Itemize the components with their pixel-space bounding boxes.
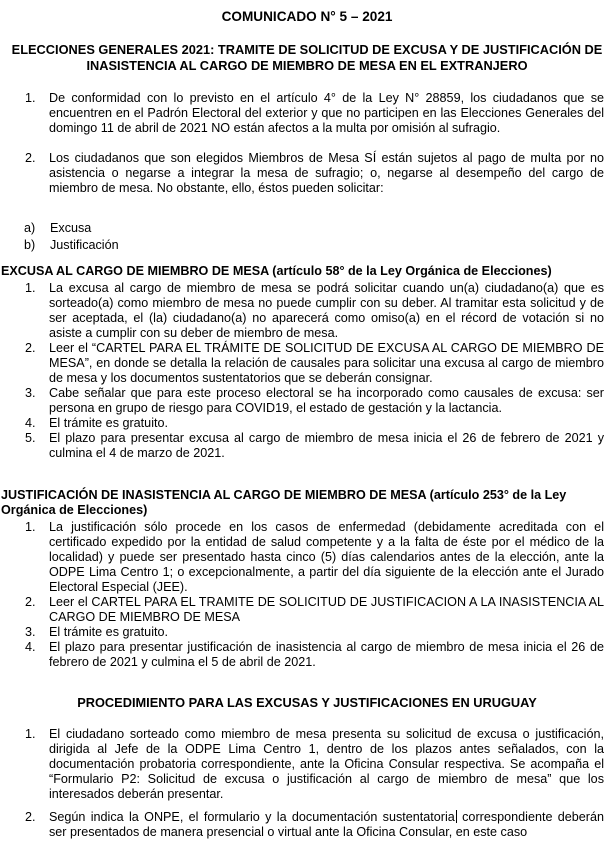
subtitle-election: ELECCIONES GENERALES 2021: bbox=[11, 42, 215, 57]
page-title: COMUNICADO N° 5 – 2021 bbox=[221, 9, 393, 24]
list-item-text: El trámite es gratuito. bbox=[49, 625, 168, 639]
list-item-text: La excusa al cargo de miembro de mesa se podrá solicitar cuando un(a) ciudadano(a) que es sorteado(a) como miembro de mesa no puede cumplir con su deber. Al tramitar esta solicitud y de ser aceptada, el (la) ciudadano(a) no aparecerá como omiso(a) en el récord de votación si no asiste a cumplir con su deber de miembro de mesa. bbox=[49, 281, 604, 340]
list-item-number: 1. bbox=[25, 520, 36, 534]
list-item bbox=[0, 727, 604, 802]
list-item bbox=[0, 151, 604, 196]
justificacion-list bbox=[0, 520, 604, 670]
list-item-text-start: Según indica la ONPE, el formulario y la documentación sustentatoria bbox=[49, 810, 455, 824]
list-item bbox=[0, 341, 604, 386]
list-item bbox=[0, 595, 604, 625]
list-item-number: 3. bbox=[25, 386, 36, 400]
list-item-number: 4. bbox=[25, 416, 36, 430]
options-list bbox=[0, 221, 300, 253]
list-item-number: 2. bbox=[25, 810, 36, 824]
excusa-heading bbox=[1, 264, 611, 279]
option-item bbox=[0, 238, 300, 253]
procedimiento-list bbox=[0, 727, 604, 840]
list-item-number: 1. bbox=[25, 91, 36, 105]
list-item-text: La justificación sólo procede en los casos de enfermedad (debidamente acreditada con el certificado expedido por la entidad de salud competente y a la falta de éste por el médico de la localidad) y puede ser presentado hasta cinco (5) días calendarios antes de la elección, ante la ODPE Lima Centro 1; o excepcionalmente, a partir del día siguiente de la elección ante el Jurado Electoral Especial (JEE). bbox=[49, 520, 604, 594]
list-item-number: 1. bbox=[25, 727, 36, 741]
excusa-heading-reference: (artículo 58° de la Ley Orgánica de Elecciones) bbox=[268, 264, 552, 278]
list-item bbox=[0, 281, 604, 341]
list-item-text: El trámite es gratuito. bbox=[49, 416, 168, 430]
list-item-number: 2. bbox=[25, 341, 36, 355]
list-item-number: 4. bbox=[25, 640, 36, 654]
list-item-text: El plazo para presentar justificación de inasistencia al cargo de miembro de mesa inicia el 26 de febrero de 2021 y culmina el 5 de abril de 2021. bbox=[49, 640, 604, 669]
option-item bbox=[0, 221, 300, 236]
list-item-text: Los ciudadanos que son elegidos Miembros de Mesa SÍ están sujetos al pago de multa por no asistencia o negarse a integrar la mesa de sufragio; o, negarse al desempeño del cargo de miembro de mesa. No obstante, ello, éstos pueden solicitar: bbox=[49, 151, 604, 195]
justificacion-heading bbox=[1, 488, 611, 518]
list-item bbox=[0, 386, 604, 416]
list-item-number: 2. bbox=[25, 151, 36, 165]
list-item bbox=[0, 520, 604, 595]
intro-list bbox=[0, 91, 604, 196]
list-item-number: 2. bbox=[25, 595, 36, 609]
list-item-text: Leer el CARTEL PARA EL TRAMITE DE SOLICITUD DE JUSTIFICACION A LA INASISTENCIA AL CARGO DE MIEMBRO DE MESA bbox=[49, 595, 604, 624]
subtitle-topic: TRAMITE DE SOLICITUD DE EXCUSA Y DE JUSTIFICACIÓN DE INASISTENCIA AL CARGO DE MIEMBRO DE MESA EN EL EXTRANJERO bbox=[86, 42, 603, 73]
list-item bbox=[0, 431, 604, 461]
list-item bbox=[0, 640, 604, 670]
list-item-text: El ciudadano sorteado como miembro de mesa presenta su solicitud de excusa o justificación, dirigida al Jefe de la ODPE Lima Centro 1, dentro de los plazos antes señalados, con la documentación probatoria correspondiente, ante la Oficina Consular respectiva. Se acompaña el “Formulario P2: Solicitud de excusa o justificación al cargo de miembro de mesa” que los interesados deberán presentar. bbox=[49, 727, 604, 801]
list-item bbox=[0, 416, 604, 431]
list-item-text: Leer el “CARTEL PARA EL TRÁMITE DE SOLICITUD DE EXCUSA AL CARGO DE MIEMBRO DE MESA”, en donde se detalla la relación de causales para solicitar una excusa al cargo de miembro de mesa y los documentos sustentatorios que se deberán consignar. bbox=[49, 341, 604, 385]
option-letter: a) bbox=[24, 221, 36, 235]
list-item-number: 5. bbox=[25, 431, 36, 445]
excusa-heading-title: EXCUSA AL CARGO DE MIEMBRO DE MESA bbox=[1, 264, 269, 278]
justificacion-heading-reference: (artículo 253° de la Ley Orgánica de Elecciones) bbox=[1, 488, 567, 517]
list-item-number: 1. bbox=[25, 281, 36, 295]
list-item bbox=[0, 810, 604, 840]
list-item bbox=[0, 625, 604, 640]
justificacion-heading-title: JUSTIFICACIÓN DE INASISTENCIA AL CARGO DE MIEMBRO DE MESA bbox=[1, 488, 427, 502]
option-text: Excusa bbox=[50, 221, 92, 235]
list-item-number: 3. bbox=[25, 625, 36, 639]
option-text: Justificación bbox=[50, 238, 119, 252]
option-letter: b) bbox=[24, 238, 36, 252]
list-item-text: Cabe señalar que para este proceso electoral se ha incorporado como causales de excusa: ser persona en grupo de riesgo para COVID19, el estado de gestación y la lactancia. bbox=[49, 386, 604, 415]
excusa-list bbox=[0, 281, 604, 461]
list-item-text: El plazo para presentar excusa al cargo de miembro de mesa inicia el 26 de febrero de 2021 y culmina el 4 de marzo de 2021. bbox=[49, 431, 604, 460]
document-subtitle bbox=[0, 42, 614, 74]
procedimiento-heading: PROCEDIMIENTO PARA LAS EXCUSAS Y JUSTIFICACIONES EN URUGUAY bbox=[77, 695, 537, 710]
list-item-text-end: correspondiente deberán ser presentados de manera presencial o virtual ante la Oficina Consular, en este caso bbox=[49, 810, 605, 839]
list-item bbox=[0, 91, 604, 136]
list-item-text: De conformidad con lo previsto en el artículo 4° de la Ley N° 28859, los ciudadanos que se encuentren en el Padrón Electoral del exterior y que no participen en las Elecciones Generales del domingo 11 de abril de 2021 NO están afectos a la multa por omisión al sufragio. bbox=[49, 91, 604, 135]
